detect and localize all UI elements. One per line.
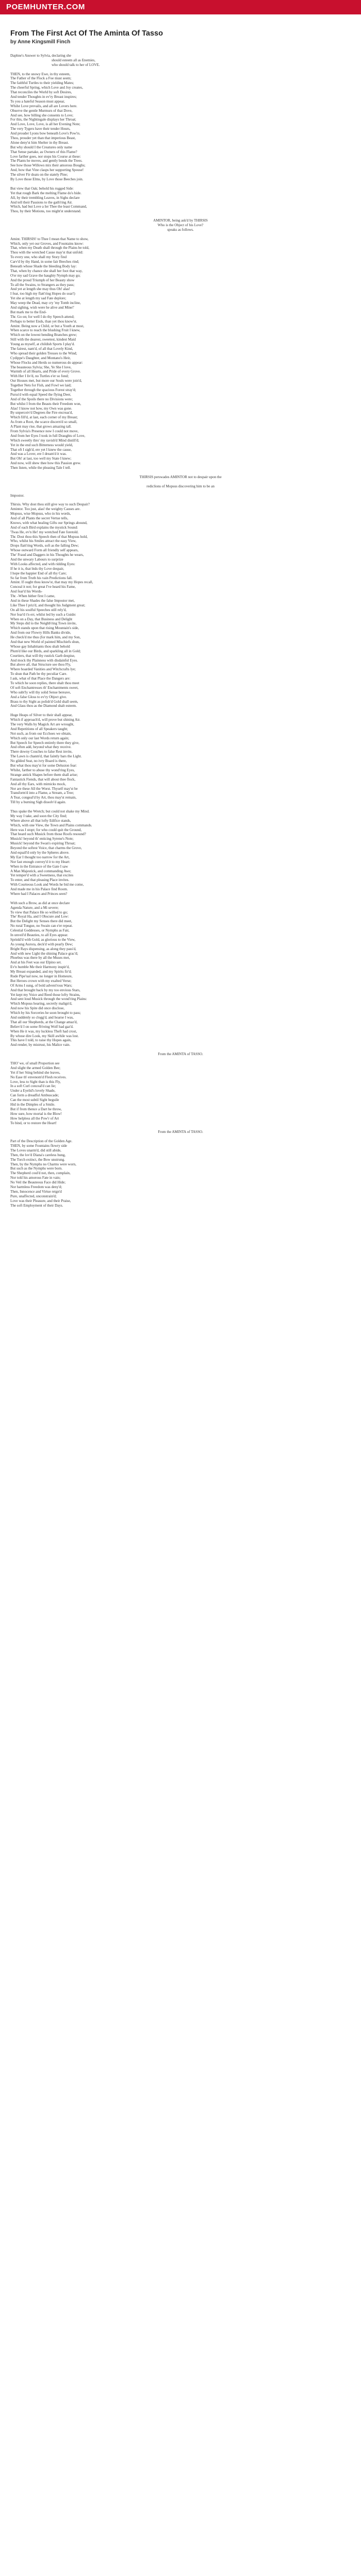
stanza-gap	[10, 1047, 351, 1052]
poem-line: And in these Shades the false Impostor met,	[10, 598, 75, 603]
poem-line: should esteem all as Enemies,	[52, 58, 95, 62]
poem-line: And of all Plants the secret Vertue tells,	[10, 516, 69, 520]
poem-line: And tender Thoughts in ev'ry Breast inspires;	[10, 95, 77, 99]
poem-line: But such as the Nymphs were born.	[10, 1166, 63, 1171]
poem-line: With Courteous Look and Words he bid me come,	[10, 883, 84, 887]
poem-line: The Father of the Flock a Foe must seem;	[10, 76, 72, 81]
poem-line: By unperceiv'd Degrees the Fire encreas'd,	[10, 411, 73, 415]
poem-line: Part of the Description of the Golden Age.	[10, 1139, 73, 1144]
poem-line: Nor fast enough convey'd it to my Heart:	[10, 859, 71, 864]
poem-line: And, how that Vine clasps her supporting Spouse!	[10, 168, 84, 173]
section-heading: AMINTOR, being ask'd by THIRSIS	[153, 218, 208, 223]
poem-line: And of each Bird explains the mystick Sound:	[10, 525, 78, 530]
poem-line: Impostor.	[10, 493, 24, 498]
poem-line: To all the Swains, to Strangers as they pass;	[10, 282, 75, 287]
section-heading: Who is the Object of his Love?	[157, 223, 204, 227]
poem-line: who should talk to her of LOVE.	[52, 62, 100, 67]
poem-line: Whose Flocks and Herds so numerous do appear:	[10, 360, 83, 365]
poem-line: Believ'd I on some fb'reing Wolf had gaz'd.	[10, 1024, 74, 1029]
poem-line: Yet that rough Bark the melting Flame do's hide.	[10, 191, 81, 195]
poem-line: Which if approach'd, will prove but shining Air.	[10, 718, 80, 722]
poem-line: Thr. -When hither first I came,	[10, 594, 55, 599]
poem-line: THEN, by some Fountains flowry side	[10, 1143, 67, 1148]
poem-line: Sprinkl'd with Gold, as glorious to the View,	[10, 937, 76, 942]
poem-line: As from a Root, the scarce discern'd so small,	[10, 420, 77, 425]
stanza-gap	[10, 67, 351, 72]
poem-line: Of soft Enchantresses th' Enchantments sweet,	[10, 685, 79, 690]
poem-line: Whilst, farther to abuse thy wond'ring Eyes,	[10, 768, 75, 772]
poem-line: The cheerful Spring, which Love and Joy creates,	[10, 86, 83, 90]
stanza-gap	[10, 1125, 351, 1130]
poem-line: How sure, how mortal is the Blow!	[10, 1111, 62, 1116]
poem-line: Amint. If ought thou know'st, that may my Hopes recall,	[10, 580, 93, 585]
poem-line: That oft I sigh'd, ere yet I knew the cause,	[10, 447, 72, 452]
poem-line: Which, only yet our Groves, and Fountains know:	[10, 241, 84, 246]
poem-line: Whilst Love prevails, and all are Lovers here.	[10, 104, 77, 108]
poem-line: My Steps did to the Neighb'ring Town invite,	[10, 621, 77, 626]
poem-line: Fantastick Fiends, that will about thee flock,	[10, 777, 76, 782]
poem-line: Beneath whose Shade the bleeding Body lay:	[10, 264, 77, 268]
poem-line: And slight the armed Golden Bee;	[10, 1065, 61, 1070]
stanza-gap	[10, 896, 351, 901]
poem-line: And tell their Passions to the gath'ring Air.	[10, 200, 73, 205]
poem-line: But whilst I from the Beasts their Freedom won,	[10, 401, 81, 406]
poem-line: Bright Rays dispensing, as along they pass'd,	[10, 946, 76, 951]
poem-line: The Loves unarm'd, did still abide,	[10, 1148, 61, 1153]
poem-line: The very Walls by Magick Art are wrought,	[10, 722, 74, 727]
poem-line: And that brought back by my too envious Stars,	[10, 988, 80, 992]
poem-line: To every one, who shall my Story find	[10, 255, 67, 260]
poem-line: No rural Tongue, no Swain can e'er repeat.	[10, 924, 73, 928]
poem-line: To view that Palace He so willed to go;	[10, 910, 68, 914]
poem-line: But why should I the Creatures only name	[10, 145, 72, 149]
poem-line: And with new Light the shining Palace grac'd;	[10, 951, 78, 956]
poem-line: Love farther goes, nor stops his Course at these:	[10, 154, 81, 159]
poem-line: Thou, by their Motions, too might'st understand.	[10, 209, 81, 214]
poem-line: When in the Entrance of the Gate I saw	[10, 864, 68, 869]
poem-line: If he it is, that bids thy Love despair,	[10, 566, 64, 571]
poem-line: Amint. THIRSIS! to Thee I mean that Name to show,	[10, 236, 89, 241]
poem-line: To you a hateful Season must appear,	[10, 99, 65, 104]
poem-line: And now his Spite did once disclose,	[10, 1006, 65, 1011]
poem-line: And yet at length she may thus Oh! alas!	[10, 287, 70, 292]
poem-line: Cydippe's Daughter, and Montano's Heir,	[10, 355, 71, 360]
poem-line: And the proud Triumph of her Beauty show	[10, 278, 75, 282]
poem-line: Perhaps to better Ends, than yet thou know'st.	[10, 319, 77, 324]
poem-line: Can the most subtil Sight beguile	[10, 1098, 59, 1103]
poem-line: But what thou may'st for some Delusion fear:	[10, 764, 77, 768]
poem-line: With such a Brow, as did at once declare	[10, 901, 70, 905]
poem-line: Together through the spacious Forest stray'd;	[10, 388, 76, 393]
poem-author[interactable]: by Anne Kingsmill Finch	[10, 39, 71, 45]
poem-line: Which only our last Words return again;	[10, 736, 69, 740]
poem-line: Hid in the Dimples of a Smile.	[10, 1102, 55, 1107]
poem-line: But mark me to the End-	[10, 310, 47, 314]
stanza-gap	[10, 498, 351, 502]
poem-line: How helpless all the Pow'r of Art	[10, 1116, 59, 1121]
poem-line: The fairest, nam'd, of all that Lovely Kind,	[10, 347, 73, 351]
poem-line: Nor harmless Freedom was deny'd;	[10, 1184, 62, 1189]
poem-line: The soft Employment of their Days.	[10, 1203, 63, 1208]
poem-line: Can form a dreadful Ambuscade;	[10, 1093, 59, 1098]
poem-line: No Veil the Beauteous Face did Hide;	[10, 1180, 66, 1185]
poem-line: Who subt'ly will thy solid Sense bereave,	[10, 690, 71, 694]
poem-line: In a soft Curl conceal'd can lie;	[10, 1084, 56, 1089]
poem-line: Nor fear'd t'n err, whilst led by such a Guide:	[10, 612, 76, 617]
poem-line: Beyond the softest Voice, that charms the Grove,	[10, 846, 82, 851]
poem-line: When He it was, my luckless Theft had crost,	[10, 1029, 77, 1033]
poem-line: Phoebus was there by all the Muses met,	[10, 956, 70, 960]
poem-line: O'er my sad Grave the haughty Nymph may go;	[10, 273, 81, 278]
site-logo[interactable]: POEMHUNTER.COM	[6, 3, 85, 11]
poem-line: And often add, beyond what they receive.	[10, 745, 72, 750]
poem-line: 'Twas He, ev'n He! my wretched Fate foretold.	[10, 530, 79, 534]
poem-line: With Her I liv'd, no Turtles e'er so fond;	[10, 374, 69, 379]
poem-line: To which he soon replies, there shalt thou meet	[10, 681, 79, 686]
poem-line: Then listen, while the pleasing Tale I tell.	[10, 466, 71, 470]
poem-line: But view that Oak; behold his rugged Side:	[10, 186, 74, 191]
poem-line: Our Houses met, but more our Souls were join'd,	[10, 379, 82, 383]
poem-line: That heard such Musick from those Roofs resound?	[10, 832, 86, 837]
stanza-gap	[10, 214, 351, 218]
poem-line: Then, the lov'd Diana's careless hung,	[10, 1153, 66, 1157]
poem-line: My way I take, and soon the City find;	[10, 814, 67, 818]
poem-line: From Sylvia's Presence now I could not move,	[10, 429, 79, 434]
poem-line: Alas! I know not how, my Own was gone.	[10, 406, 72, 411]
poem-line: And sighing, wish were he alive and Mine!'	[10, 305, 74, 310]
poem-line: So far from Truth his vain Predictions fall.	[10, 575, 73, 580]
poem-line: Then, Innocence and Virtue reign'd	[10, 1189, 62, 1194]
poem-line: That all our Shepherds, at the Change amaz'd,	[10, 1020, 78, 1024]
poem-line: On all his soulful Speeches still rely'd,	[10, 607, 67, 612]
poem-title: From The First Act Of The Aminta Of Tasso	[10, 29, 163, 38]
section-heading: speaks as follows.	[167, 227, 194, 232]
poem-line: A Plant may rise, that grows amazing tall.	[10, 425, 72, 429]
section-heading: From the AMINTA of TASSO.	[158, 1130, 203, 1134]
poem-line: Thou with the wretched Cause may'st that unfold:	[10, 250, 84, 255]
poem-line: And from her Eyes I took in full Draughts of Love,	[10, 433, 86, 438]
poem-line: And the unwary Labours to surprize	[10, 557, 63, 562]
poem-line: All, by their trembling Leaves, in Sighs declare	[10, 195, 80, 200]
poem-line: With Looks affected, and with ridding Eyes:	[10, 562, 75, 566]
poem-line: The' Royal Ha, and I Obscure and Low:	[10, 914, 69, 919]
poem-line: Which, had but Love a Ier Thee the least Command,	[10, 205, 87, 209]
poem-line: The' Fraud and Daggers in his Thoughts he wears,	[10, 553, 84, 557]
poem-line: Then, by the Nymphs no Charms were worn,	[10, 1162, 76, 1166]
poem-line: This have I told, to raise thy Hopes again,	[10, 1038, 72, 1043]
poem-line: And mock thy Plainness with disdainful Eyes.	[10, 658, 78, 663]
poem-line: And prouder Lyons bow beneath Love's Pow'rs.	[10, 131, 80, 136]
poem-line: THO' we, of small Proportion see	[10, 1061, 60, 1065]
poem-line: See how those Willows mix their amorous Boughs;	[10, 163, 86, 168]
poem-line: Yet in the end such Bitterness would yield,	[10, 443, 73, 447]
poem-line: May weep the Dead, may cry 'my Tomb incline,	[10, 301, 81, 306]
poem-line: The beauteous Sylvia; She, Ye She I love,	[10, 365, 72, 369]
poem-line: And a false Gloss to ev'ry Object give.	[10, 694, 67, 699]
poem-line: No Ease th' envenom'd Flesh receives.	[10, 1075, 67, 1079]
poem-line: Under a Eyelid's lovely Shade,	[10, 1089, 56, 1093]
poem-line: When on a Day, that Business and Delight	[10, 617, 73, 621]
poem-line: Yet she at length my sad Fate deplore;	[10, 296, 67, 301]
poem-line: The faithful Turtles to their yielding Mates;	[10, 81, 74, 86]
poem-line: Courtiers, that will thy rustick Garb despise,	[10, 653, 75, 658]
poem-line: Conceal it not; for great I've heard his Fame,	[10, 585, 76, 589]
poem-line: Huge Heaps of Silver to their shall appear,	[10, 713, 73, 718]
poem-line: Thr. Dost thou this Speech then of that Mopsus hold,	[10, 534, 88, 539]
poem-line: But Heroes crown with my exalted Verse;	[10, 978, 72, 983]
poem-line: Agenda Nature, and a Mi severe;	[10, 905, 59, 910]
poem-line: Still with the dearest, sweetest, kindest Maid	[10, 337, 76, 342]
poem-line: And suddenly so clogg'd, and hoarse I was,	[10, 1015, 74, 1020]
poem-line: Which on the lowest bending Branches grew;	[10, 333, 77, 337]
poem-line: I ask, what of that Place the Dangers are:	[10, 676, 71, 681]
poem-line: And Glass thou as the Diamond shalt esteem.	[10, 704, 77, 708]
poem-line: Celestial Goddesses, or Nymphs as Fair,	[10, 928, 70, 933]
poem-line: Which stands upon that rising Mountain's side,	[10, 626, 79, 631]
poem-line: And Love, Love, Love, is all her Evening Note;	[10, 122, 80, 127]
poem-line: But the Delight my Senses there did meet,	[10, 919, 72, 924]
poem-line: That Sense partake, as Owners of this Flame?	[10, 149, 77, 154]
poem-line: Brass to thy Sight as polish'd Gold shall seem,	[10, 699, 78, 704]
poem-line: Carv'd by thy Hand, in some fair Beeches rind;	[10, 260, 79, 264]
poem-line: Whose outward Form all friendly self appears,	[10, 548, 79, 553]
poem-line: And sent loud Musick through the wond'ring Plains:	[10, 997, 87, 1002]
poem-line: Nor told his amorous Fate in vain;	[10, 1176, 61, 1180]
poem-line: I fear, too high my flatt'ring Hopes do soar!)	[10, 292, 75, 296]
poem-line: By Love those Elms, by Love those Beeches join.	[10, 177, 84, 182]
poem-line: By whose dire Look, my Skill awhile was lost.	[10, 1033, 79, 1038]
poem-line: Pursu'd with equal Speed the flying Deer,	[10, 392, 71, 397]
stanza-gap	[10, 470, 351, 475]
poem-line: Warmth of all Hearts, and Pride of every Grove.	[10, 369, 81, 374]
poem-line: Which by his Sorceries he soon brought to pass;	[10, 1011, 81, 1015]
poem-line: Rude Pipe'ual now, no longer in Homeure,	[10, 974, 73, 979]
poem-line: Of Arms I sung, of bold advent'rous Wars;	[10, 983, 72, 988]
poem-line: Which Mopsus hearing, secretly malign'd,	[10, 1002, 72, 1006]
poem-line: And made me in his Palace find Room.	[10, 887, 68, 892]
poem-line: Drops flatt'ring Words, soft as the falling Dew;	[10, 544, 79, 548]
poem-line: And render, by mistrust, his Malice vain.	[10, 1043, 71, 1047]
poem-line: The Torch extinct, the Bow unstrung.	[10, 1157, 65, 1162]
poem-line: I hope the happier End of all thy Care;	[10, 571, 67, 575]
poem-line: There downy Couches to false Rest invite,	[10, 750, 73, 754]
stanza-gap	[10, 232, 351, 237]
poem-line: No gilded Seat, no ivry Board is there,	[10, 759, 67, 764]
poem-line: Where hoarded Vanities and Witchcrafts lye;	[10, 667, 76, 672]
poem-line: Here was I stopt; for who could quit the Ground,	[10, 827, 82, 832]
poem-line: The Plants he moves, and gently bends the Trees.	[10, 159, 83, 163]
poem-line: That, when my Death shall through the Plains be told,	[10, 246, 90, 250]
poem-body	[10, 54, 351, 1208]
poem-line: And all thy Ears, with mimicks mock,	[10, 782, 66, 786]
poem-line: The Shepherd coul'd not, then, complain,	[10, 1171, 71, 1176]
poem-line: When scarce to reach the blushing Fruit I knew,	[10, 328, 80, 333]
section-heading: rediclions of Mopsus discovering him to be an	[146, 484, 215, 488]
poem-line: The silver Fir doats on the stately Pine;	[10, 173, 68, 177]
poem-line: Transform'd into a Flame, a Stream, a Tree;	[10, 791, 74, 795]
poem-line: Pure, unaffected, unconstrain'd;	[10, 1194, 57, 1198]
poem-line: To bind, or to restore the Heart!	[10, 1121, 57, 1125]
poem-line: Not such, as from our Ecchoes we obtain,	[10, 731, 72, 736]
poem-line: Who spread their golden Tresses to the Wind;	[10, 351, 77, 355]
poem-line: Nor are these All the Worst. Thyself may'st be	[10, 786, 78, 791]
poem-line: Till by a burning Sigh dissolv'd again.	[10, 800, 67, 805]
poem-line: And that new World of painted Mischiefs shun,	[10, 640, 80, 644]
poem-line: Which, with one View, the Town and Plains commands.	[10, 823, 92, 827]
poem-line: Thus spake the Wretch; but could not shake my Mind.	[10, 809, 90, 814]
poem-line: Yet temper'd with a Sweetness, that excites	[10, 873, 74, 878]
poem-line: Ev'n humble Me their Harmony inspir'd,	[10, 965, 70, 970]
poem-line: The Lawn is chanm'd, that faintly bars the Light.	[10, 754, 82, 759]
poem-line: For this, the Nightingale displays her Throat;	[10, 117, 76, 122]
poem-line: Mopsus, wise Mopsus, who in his words,	[10, 512, 71, 516]
poem-line: Yet if her Sting behind she leaves,	[10, 1070, 60, 1075]
poem-line: Musick! beyond the Swan's expiring Throat;	[10, 841, 76, 846]
poem-line: Where above all that lofty Edifice stands,	[10, 818, 71, 823]
stanza-gap	[10, 480, 351, 484]
poem-line: The very Tygers have their tender Hours,	[10, 127, 71, 131]
poem-line: Plum'd like our Birds, and sparkling all in Gold;	[10, 649, 81, 653]
poem-line: And equall'd only by the Spheres above.	[10, 850, 70, 855]
poem-line: And from our Flowry Hills Banks divide,	[10, 631, 71, 635]
poem-line: Which sweetly thro' my ravish'd Mind distill'd;	[10, 438, 79, 443]
poem-line: Yet kept my Voice and Reed those lofty Strains,	[10, 992, 80, 997]
stanza-gap	[10, 489, 351, 494]
poem-line: A Man Majestick, and commanding Awe;	[10, 869, 71, 873]
poem-line: As young Aurora, deck'd with pearly Dew;	[10, 942, 73, 946]
poem-line: Strange antick Shapes before them shall arise;	[10, 772, 78, 777]
poem-line: Musick! beyond th' enticing Syrene's Note;	[10, 837, 74, 841]
poem-line: My Breast expanded, and my Spirits fir'd;	[10, 970, 72, 974]
poem-line: Observe the gentle Murmurs of that Dove,	[10, 108, 73, 113]
poem-line: Love, less to Sight than is this Fly,	[10, 1079, 61, 1084]
section-heading: From the AMINTA of TASSO.	[158, 1052, 203, 1057]
poem-line: Amintor. Too just, alas! the weighty Causes are.	[10, 507, 81, 512]
poem-line: Young as myself, at childish Sports I play'd.	[10, 342, 75, 347]
poem-line: That, when by chance she shall her foot that way,	[10, 268, 83, 273]
poem-line: And now, will shew thee how this Passion grew.	[10, 461, 81, 466]
poem-line: Like Thee I priz'd, and thought his Judgment great;	[10, 603, 86, 607]
poem-line: Alone deny'st him Shelter in thy Breast.	[10, 140, 69, 145]
site-header	[0, 0, 361, 14]
poem-line: Thirsis. Why dost thou still give way to such Despair?	[10, 502, 90, 507]
poem-line: But if from thence a Dart he throw,	[10, 1107, 62, 1111]
poem-line: Who, whilst his Smiles attract the easy View,	[10, 539, 77, 544]
poem-content	[10, 15, 351, 2576]
stanza-gap	[10, 708, 351, 713]
stanza-gap	[10, 182, 351, 187]
poem-line: My Ear I thought too narrow for the Art,	[10, 855, 70, 859]
poem-line: Thr. Go on; for well I do thy Speech attend;	[10, 314, 75, 319]
poem-line: Love was their Pleasure, and their Praise,	[10, 1198, 71, 1203]
poem-line: Together Nets for Fish, and Fowl we laid;	[10, 383, 72, 388]
poem-line: But above all, that Structure see thou Fly,	[10, 663, 71, 667]
poem-line: A Tear, congeal'd by Art, thou may'st remain,	[10, 795, 77, 800]
section-heading: THIRSIS perswades AMINTOR not to despair upon the	[139, 474, 222, 479]
poem-line: Knows, with what healing Gifts our Springs abound,	[10, 520, 88, 525]
poem-line: And at his Feet was our Elpino set.	[10, 960, 62, 965]
poem-line: But Oh! at last, too well my State I knew;	[10, 456, 72, 461]
poem-line: And of the Spoils there no Divisions were;	[10, 397, 73, 401]
poem-line: Amint. Being now a Child, or but a Youth at most,	[10, 324, 85, 328]
poem-line: Daphne's Answer to Sylvia, declaring she	[10, 54, 71, 58]
poem-line: That reconciles the World by soft Desires,	[10, 90, 72, 95]
poem-line: Whose gay Inhabitants thou shalt behold	[10, 644, 70, 649]
poem-line: To enter, and that pleasing Place invites.	[10, 878, 70, 883]
poem-line: And Repetitions of all Speakers taught;	[10, 726, 68, 731]
stanza-gap	[10, 1134, 351, 1139]
poem-line: And see, how billing she consents to Love;	[10, 113, 74, 117]
poem-line: Where had I Palaces and Princes seen?	[10, 891, 68, 896]
poem-line: Which fill'd, at last, each corner of my Breast;	[10, 415, 78, 420]
poem-line: To shun that Path be thy peculiar Care.	[10, 672, 68, 676]
stanza-gap	[10, 805, 351, 809]
poem-line: Thou, prouder yet than that imperious Beast,	[10, 136, 76, 141]
stanza-gap	[10, 1057, 351, 1061]
poem-line: And was a Lover, ere I dream'd it was.	[10, 452, 67, 456]
poem-line: But Speech for Speech entirely there they give,	[10, 740, 79, 745]
poem-line: And fear'd his Words-	[10, 589, 43, 594]
poem-line: He check'd me thus (for mark him, and my Son,	[10, 635, 81, 640]
poem-line: THEN, to the snowy Ewe, in thy esteem,	[10, 72, 71, 76]
poem-line: In unveil'd Beauties, to all Eyes appear.	[10, 933, 68, 937]
